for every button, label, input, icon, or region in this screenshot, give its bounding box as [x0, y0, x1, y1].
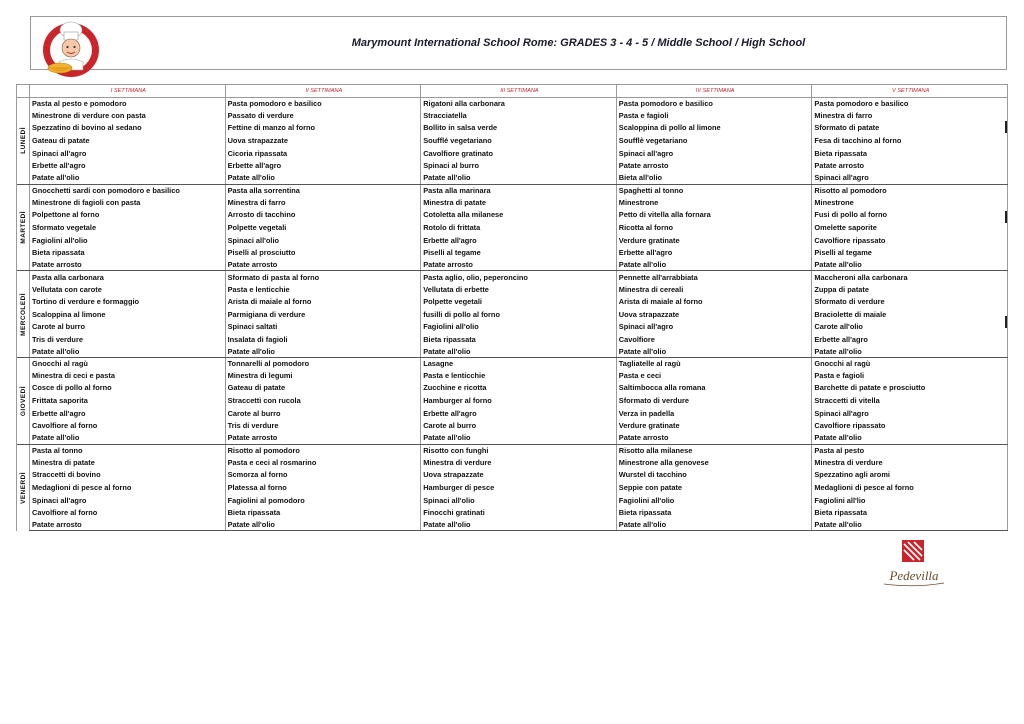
menu-cell: Cavolfiore ripassato	[812, 420, 1008, 432]
menu-cell: Minestrone di verdure con pasta	[30, 110, 226, 122]
menu-cell: Fagiolini all'olio	[30, 234, 226, 246]
menu-row	[17, 110, 1008, 122]
menu-row	[17, 432, 1008, 444]
menu-cell: Erbette all'agro	[812, 333, 1008, 345]
menu-cell: Spinaci all'olio	[225, 234, 421, 246]
menu-cell: Spinaci al burro	[421, 160, 617, 172]
menu-cell: Spezzatino di bovino al sedano	[30, 122, 226, 134]
menu-cell: Hamburger al forno	[421, 394, 617, 408]
menu-cell: Zuppa di patate	[812, 283, 1008, 295]
menu-cell: Patate all'olio	[30, 172, 226, 184]
menu-cell: Sformato di patate	[812, 122, 1008, 134]
menu-row	[17, 444, 1008, 456]
menu-cell: Patate arrosto	[616, 160, 812, 172]
week-header: I SETTIMANA	[30, 85, 226, 98]
menu-cell: Polpette vegetali	[225, 221, 421, 235]
week-header-row	[17, 85, 1008, 98]
menu-cell: Patate all'olio	[812, 345, 1008, 357]
menu-row	[17, 196, 1008, 208]
header-box	[30, 16, 1007, 70]
menu-cell: Insalata di fagioli	[225, 333, 421, 345]
svg-text:Pedevilla: Pedevilla	[889, 568, 939, 583]
menu-cell: Vellutata di erbette	[421, 283, 617, 295]
menu-cell: Cosce di pollo al forno	[30, 382, 226, 394]
menu-cell: Minestra di farro	[225, 196, 421, 208]
menu-cell: Bieta ripassata	[225, 506, 421, 518]
menu-cell: Bollito in salsa verde	[421, 122, 617, 134]
menu-row	[17, 357, 1008, 369]
menu-cell: Fesa di tacchino al forno	[812, 134, 1008, 148]
menu-cell: Patate arrosto	[225, 259, 421, 271]
menu-cell: Erbette all'agro	[421, 234, 617, 246]
menu-cell: Petto di vitella alla fornara	[616, 209, 812, 221]
menu-cell: Spinaci all'agro	[812, 407, 1008, 419]
menu-cell: Carote al burro	[225, 407, 421, 419]
menu-cell: Sformato di pasta al forno	[225, 271, 421, 283]
edge-mark	[1005, 211, 1007, 223]
menu-cell: Pasta pomodoro e basilico	[616, 98, 812, 110]
menu-row	[17, 283, 1008, 295]
menu-row	[17, 468, 1008, 480]
menu-cell: Bieta ripassata	[421, 333, 617, 345]
menu-cell: Piselli al tegame	[421, 246, 617, 258]
menu-cell: Cavolfiore gratinato	[421, 148, 617, 160]
menu-cell: Spinaci all'agro	[812, 172, 1008, 184]
menu-cell: Bieta all'olio	[616, 172, 812, 184]
menu-cell: Parmigiana di verdure	[225, 307, 421, 321]
menu-cell: Patate all'olio	[421, 345, 617, 357]
menu-cell: Platessa al forno	[225, 481, 421, 495]
menu-cell: Pasta al pesto	[812, 444, 1008, 456]
menu-cell: Omelette saporite	[812, 221, 1008, 235]
menu-cell: Fagiolini all'olio	[616, 494, 812, 506]
menu-cell: Minestrone	[812, 196, 1008, 208]
menu-cell: Soufflè vegetariano	[616, 134, 812, 148]
menu-cell: Risotto al pomodoro	[812, 184, 1008, 196]
menu-cell: Pasta pomodoro e basilico	[225, 98, 421, 110]
menu-cell: Patate all'olio	[225, 518, 421, 530]
menu-cell: Piselli al tegame	[812, 246, 1008, 258]
day-label-cell	[17, 444, 30, 531]
menu-row	[17, 259, 1008, 271]
menu-cell: Patate all'olio	[421, 432, 617, 444]
menu-cell: Pasta e lenticchie	[225, 283, 421, 295]
menu-row	[17, 494, 1008, 506]
menu-cell: Cavolfiore	[616, 333, 812, 345]
menu-row	[17, 345, 1008, 357]
menu-cell: Cotoletta alla milanese	[421, 209, 617, 221]
menu-cell: Patate arrosto	[421, 259, 617, 271]
menu-cell: Tris di verdure	[225, 420, 421, 432]
menu-row	[17, 370, 1008, 382]
day-label: GIOVEDÌ	[19, 385, 27, 416]
menu-cell: Scaloppina di pollo al limone	[616, 122, 812, 134]
menu-cell: Gateau di patate	[225, 382, 421, 394]
menu-cell: Pasta aglio, olio, peperoncino	[421, 271, 617, 283]
menu-cell: Rigatoni alla carbonara	[421, 98, 617, 110]
menu-cell: Erbette all'agro	[421, 407, 617, 419]
day-label-cell	[17, 184, 30, 271]
menu-cell: Tris di verdure	[30, 333, 226, 345]
menu-cell: Pasta e fagioli	[812, 370, 1008, 382]
menu-cell: Straccetti con rucola	[225, 394, 421, 408]
menu-cell: Risotto alla milanese	[616, 444, 812, 456]
menu-cell: Cavolfiore ripassato	[812, 234, 1008, 246]
menu-cell: Arista di maiale al forno	[225, 295, 421, 307]
menu-cell: Verdure gratinate	[616, 420, 812, 432]
menu-cell: Spinaci all'olio	[421, 494, 617, 506]
menu-cell: Uova strapazzate	[421, 468, 617, 480]
day-label-cell	[17, 271, 30, 358]
edge-mark	[1005, 316, 1007, 328]
menu-row	[17, 394, 1008, 408]
menu-cell: Pasta pomodoro e basilico	[812, 98, 1008, 110]
menu-cell: Spinaci all'agro	[30, 494, 226, 506]
day-label: LUNEDÌ	[19, 127, 27, 155]
menu-cell: Patate all'olio	[225, 172, 421, 184]
menu-cell: Fagiolini all'lio	[812, 494, 1008, 506]
menu-cell: Pasta e lenticchie	[421, 370, 617, 382]
menu-cell: Bieta ripassata	[812, 506, 1008, 518]
menu-cell: Pasta e ceci	[616, 370, 812, 382]
menu-body	[17, 98, 1008, 531]
menu-cell: Spaghetti al tonno	[616, 184, 812, 196]
menu-cell: Fettine di manzo al forno	[225, 122, 421, 134]
menu-row	[17, 456, 1008, 468]
menu-cell: Patate all'olio	[421, 518, 617, 530]
edge-mark	[1005, 121, 1007, 133]
menu-cell: Arrosto di tacchino	[225, 209, 421, 221]
menu-row	[17, 307, 1008, 321]
day-label: MARTEDÌ	[19, 211, 27, 244]
menu-row	[17, 518, 1008, 530]
menu-cell: Patate all'olio	[30, 345, 226, 357]
menu-cell: Carote al burro	[421, 420, 617, 432]
menu-cell: Sformato vegetale	[30, 221, 226, 235]
menu-cell: Minestrone	[616, 196, 812, 208]
day-label: MERCOLEDÌ	[19, 292, 27, 336]
menu-cell: Gateau di patate	[30, 134, 226, 148]
menu-cell: Verza in padella	[616, 407, 812, 419]
menu-cell: Straccetti di vitella	[812, 394, 1008, 408]
menu-cell: Patate arrosto	[30, 518, 226, 530]
menu-cell: Pasta e fagioli	[616, 110, 812, 122]
menu-cell: Minestra di ceci e pasta	[30, 370, 226, 382]
menu-cell: Patate arrosto	[616, 432, 812, 444]
chef-logo	[38, 18, 104, 80]
menu-table	[16, 84, 1008, 531]
day-label: VENERDÌ	[19, 471, 27, 504]
menu-cell: Risotto al pomodoro	[225, 444, 421, 456]
menu-cell: Stracciatella	[421, 110, 617, 122]
menu-cell: Spinaci saltati	[225, 321, 421, 333]
menu-cell: Zucchine e ricotta	[421, 382, 617, 394]
menu-cell: Pasta alla carbonara	[30, 271, 226, 283]
menu-cell: Hamburger di pesce	[421, 481, 617, 495]
menu-cell: Tagliatelle al ragù	[616, 357, 812, 369]
menu-cell: Erbette all'agro	[616, 246, 812, 258]
day-label-cell	[17, 98, 30, 185]
menu-cell: Cavolfiore al forno	[30, 506, 226, 518]
pedevilla-logo	[878, 538, 950, 590]
menu-cell: Polpettone al forno	[30, 209, 226, 221]
week-header: V SETTIMANA	[812, 85, 1008, 98]
menu-cell: Ricotta al forno	[616, 221, 812, 235]
menu-cell: fusilli di pollo al forno	[421, 307, 617, 321]
week-header: IV SETTIMANA	[616, 85, 812, 98]
menu-cell: Passato di verdure	[225, 110, 421, 122]
menu-cell: Fusi di pollo al forno	[812, 209, 1008, 221]
menu-row	[17, 481, 1008, 495]
menu-cell: Minestra di patate	[421, 196, 617, 208]
menu-cell: Piselli al prosciutto	[225, 246, 421, 258]
menu-cell: Minestra di verdure	[812, 456, 1008, 468]
menu-cell: Patate all'olio	[812, 432, 1008, 444]
menu-cell: Minestra di verdure	[421, 456, 617, 468]
menu-cell: Straccetti di bovino	[30, 468, 226, 480]
menu-cell: Gnocchetti sardi con pomodoro e basilico	[30, 184, 226, 196]
menu-cell: Fagiolini all'olio	[421, 321, 617, 333]
menu-cell: Spinaci all'agro	[616, 148, 812, 160]
menu-cell: Patate all'olio	[30, 432, 226, 444]
menu-row	[17, 148, 1008, 160]
menu-cell: Cavolfiore al forno	[30, 420, 226, 432]
menu-row	[17, 420, 1008, 432]
menu-cell: Minestrone alla genovese	[616, 456, 812, 468]
menu-cell: Tonnarelli al pomodoro	[225, 357, 421, 369]
menu-cell: Patate all'olio	[616, 345, 812, 357]
menu-cell: Maccheroni alla carbonara	[812, 271, 1008, 283]
menu-cell: Bieta ripassata	[812, 148, 1008, 160]
menu-row	[17, 321, 1008, 333]
menu-cell: Sformato di verdure	[616, 394, 812, 408]
menu-row	[17, 221, 1008, 235]
menu-row	[17, 271, 1008, 283]
menu-cell: Patate all'olio	[616, 518, 812, 530]
menu-row	[17, 184, 1008, 196]
menu-cell: Patate all'olio	[812, 259, 1008, 271]
day-label-cell	[17, 357, 30, 444]
menu-row	[17, 506, 1008, 518]
menu-cell: Barchette di patate e prosciutto	[812, 382, 1008, 394]
menu-cell: Minestra di farro	[812, 110, 1008, 122]
menu-cell: Tortino di verdure e formaggio	[30, 295, 226, 307]
menu-cell: Patate all'olio	[421, 172, 617, 184]
page-title: Marymount International School Rome: GRADES 3 - 4 - 5 / Middle School / High School	[351, 37, 806, 49]
menu-cell: Pasta al pesto e pomodoro	[30, 98, 226, 110]
menu-cell: Finocchi gratinati	[421, 506, 617, 518]
menu-cell: Polpette vegetali	[421, 295, 617, 307]
menu-cell: Cicoria ripassata	[225, 148, 421, 160]
menu-cell: Bieta ripassata	[30, 246, 226, 258]
menu-cell: Medaglioni di pesce al forno	[30, 481, 226, 495]
menu-cell: Medaglioni di pesce al forno	[812, 481, 1008, 495]
menu-cell: Rotolo di frittata	[421, 221, 617, 235]
menu-cell: Verdure gratinate	[616, 234, 812, 246]
week-header: II SETTIMANA	[225, 85, 421, 98]
menu-cell: Spinaci all'agro	[30, 148, 226, 160]
menu-cell: Erbette all'agro	[30, 160, 226, 172]
menu-cell: Patate arrosto	[812, 160, 1008, 172]
menu-cell: Pasta e ceci al rosmarino	[225, 456, 421, 468]
menu-cell: Erbette all'agro	[30, 407, 226, 419]
menu-cell: Scaloppina al limone	[30, 307, 226, 321]
menu-cell: Braciolette di maiale	[812, 307, 1008, 321]
menu-cell: Pasta alla marinara	[421, 184, 617, 196]
menu-cell: Minestra di cereali	[616, 283, 812, 295]
menu-row	[17, 333, 1008, 345]
menu-cell: Minestrone di fagioli con pasta	[30, 196, 226, 208]
menu-cell: Carote al burro	[30, 321, 226, 333]
menu-cell: Spezzatino agli aromi	[812, 468, 1008, 480]
menu-cell: Erbette all'agro	[225, 160, 421, 172]
week-header: III SETTIMANA	[421, 85, 617, 98]
corner-cell	[17, 85, 30, 98]
menu-cell: Patate arrosto	[225, 432, 421, 444]
menu-cell: Minestra di patate	[30, 456, 226, 468]
menu-cell: Uova strapazzate	[225, 134, 421, 148]
menu-row	[17, 160, 1008, 172]
menu-cell: Risotto con funghi	[421, 444, 617, 456]
menu-cell: Fagiolini al pomodoro	[225, 494, 421, 506]
menu-row	[17, 134, 1008, 148]
menu-cell: Vellutata con carote	[30, 283, 226, 295]
menu-cell: Minestra di legumi	[225, 370, 421, 382]
menu-cell: Spinaci all'agro	[616, 321, 812, 333]
menu-row	[17, 98, 1008, 110]
menu-cell: Saltimbocca alla romana	[616, 382, 812, 394]
menu-cell: Arista di maiale al forno	[616, 295, 812, 307]
menu-cell: Pennette all'arrabbiata	[616, 271, 812, 283]
menu-cell: Lasagne	[421, 357, 617, 369]
menu-cell: Patate all'olio	[225, 345, 421, 357]
menu-cell: Patate arrosto	[30, 259, 226, 271]
menu-row	[17, 234, 1008, 246]
menu-cell: Patate all'olio	[812, 518, 1008, 530]
menu-row	[17, 407, 1008, 419]
menu-cell: Pasta al tonno	[30, 444, 226, 456]
menu-row	[17, 295, 1008, 307]
menu-cell: Carote all'olio	[812, 321, 1008, 333]
menu-cell: Bieta ripassata	[616, 506, 812, 518]
menu-row	[17, 246, 1008, 258]
menu-row	[17, 382, 1008, 394]
menu-row	[17, 209, 1008, 221]
menu-cell: Patate all'olio	[616, 259, 812, 271]
menu-cell: Wurstel di tacchino	[616, 468, 812, 480]
menu-cell: Scmorza al forno	[225, 468, 421, 480]
menu-cell: Frittata saporita	[30, 394, 226, 408]
menu-row	[17, 172, 1008, 184]
menu-cell: Uova strapazzate	[616, 307, 812, 321]
menu-cell: Gnocchi al ragù	[30, 357, 226, 369]
menu-row	[17, 122, 1008, 134]
menu-cell: Sformato di verdure	[812, 295, 1008, 307]
menu-cell: Gnocchi al ragù	[812, 357, 1008, 369]
menu-cell: Seppie con patate	[616, 481, 812, 495]
menu-cell: Soufflé vegetariano	[421, 134, 617, 148]
menu-cell: Pasta alla sorrentina	[225, 184, 421, 196]
